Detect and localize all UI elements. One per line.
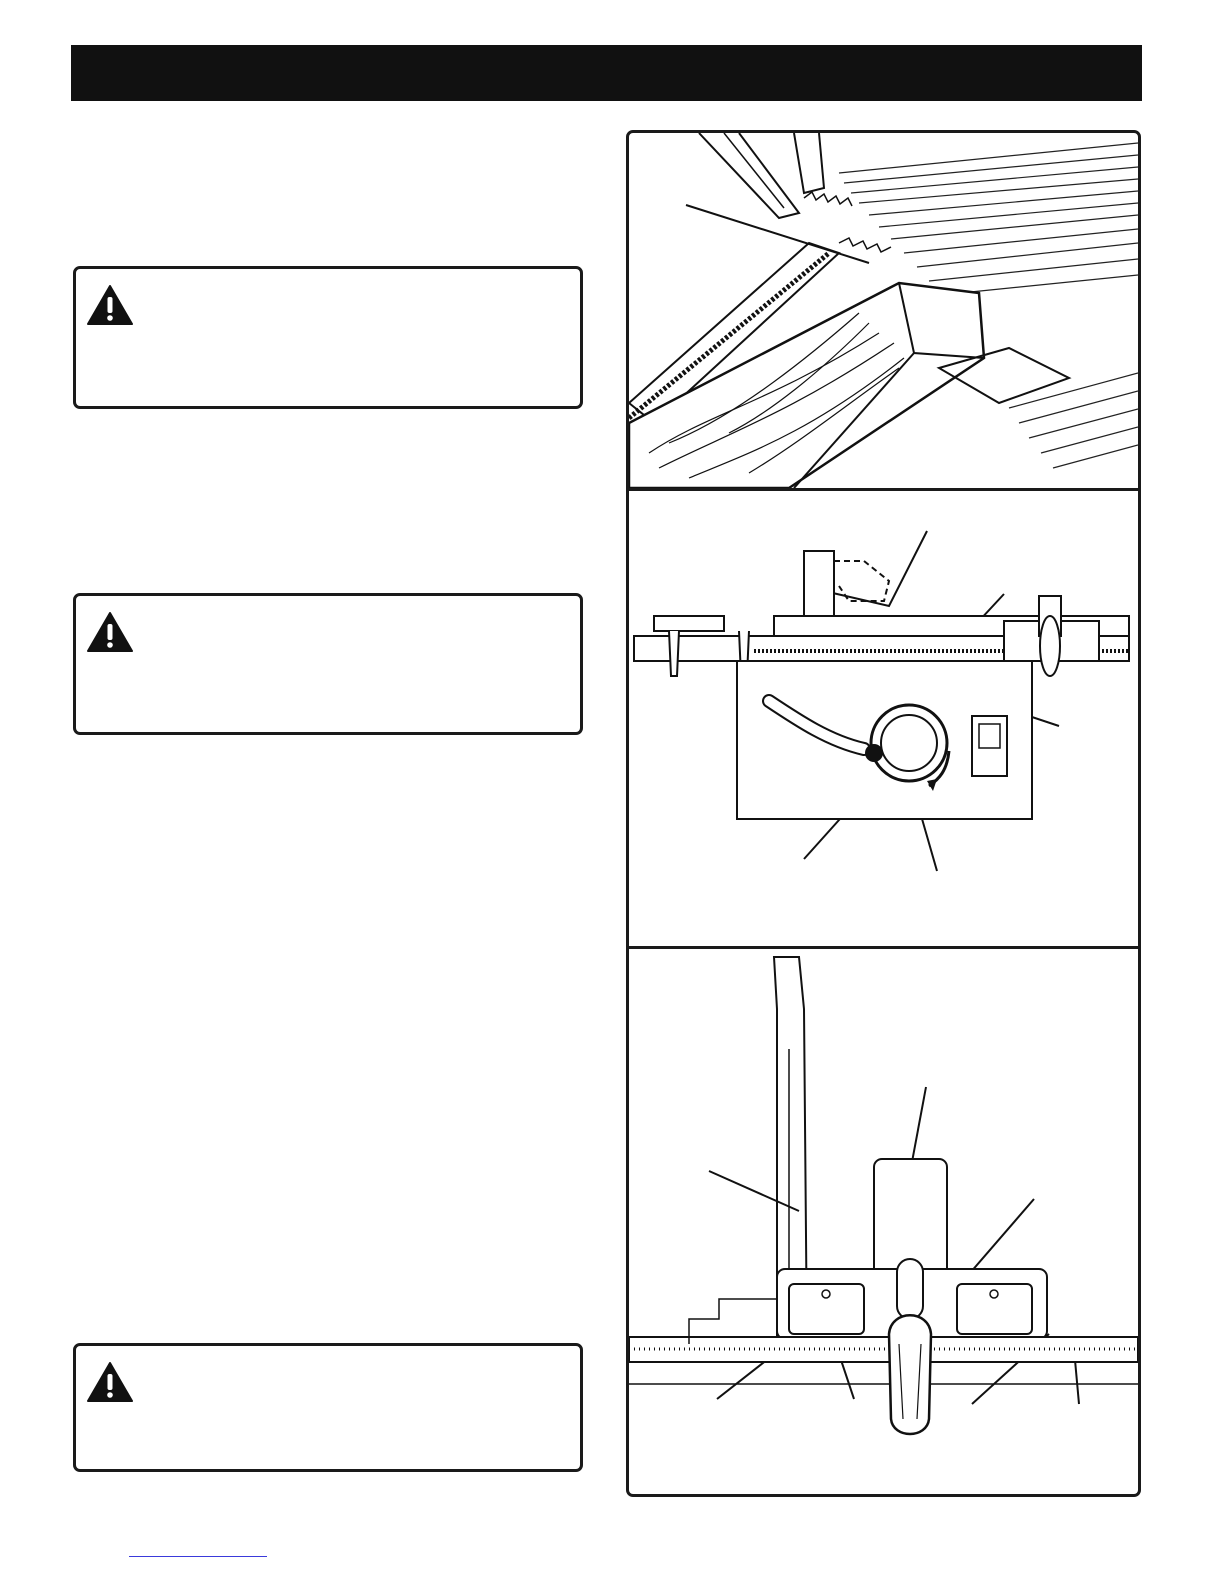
warning-box-2 bbox=[73, 593, 583, 735]
warning-box-3 bbox=[73, 1343, 583, 1472]
footer-link-underline[interactable] bbox=[129, 1556, 267, 1557]
rip-fence-lock-illustration bbox=[629, 491, 1138, 946]
warning-box-1 bbox=[73, 266, 583, 409]
warning-triangle-icon bbox=[86, 611, 134, 653]
figure-column bbox=[626, 130, 1141, 1497]
rip-fence-scale-illustration bbox=[629, 949, 1138, 1497]
warning-triangle-icon bbox=[86, 284, 134, 326]
rip-cut-illustration bbox=[629, 133, 1138, 488]
header-bar bbox=[71, 45, 1142, 101]
warning-triangle-icon bbox=[86, 1361, 134, 1403]
